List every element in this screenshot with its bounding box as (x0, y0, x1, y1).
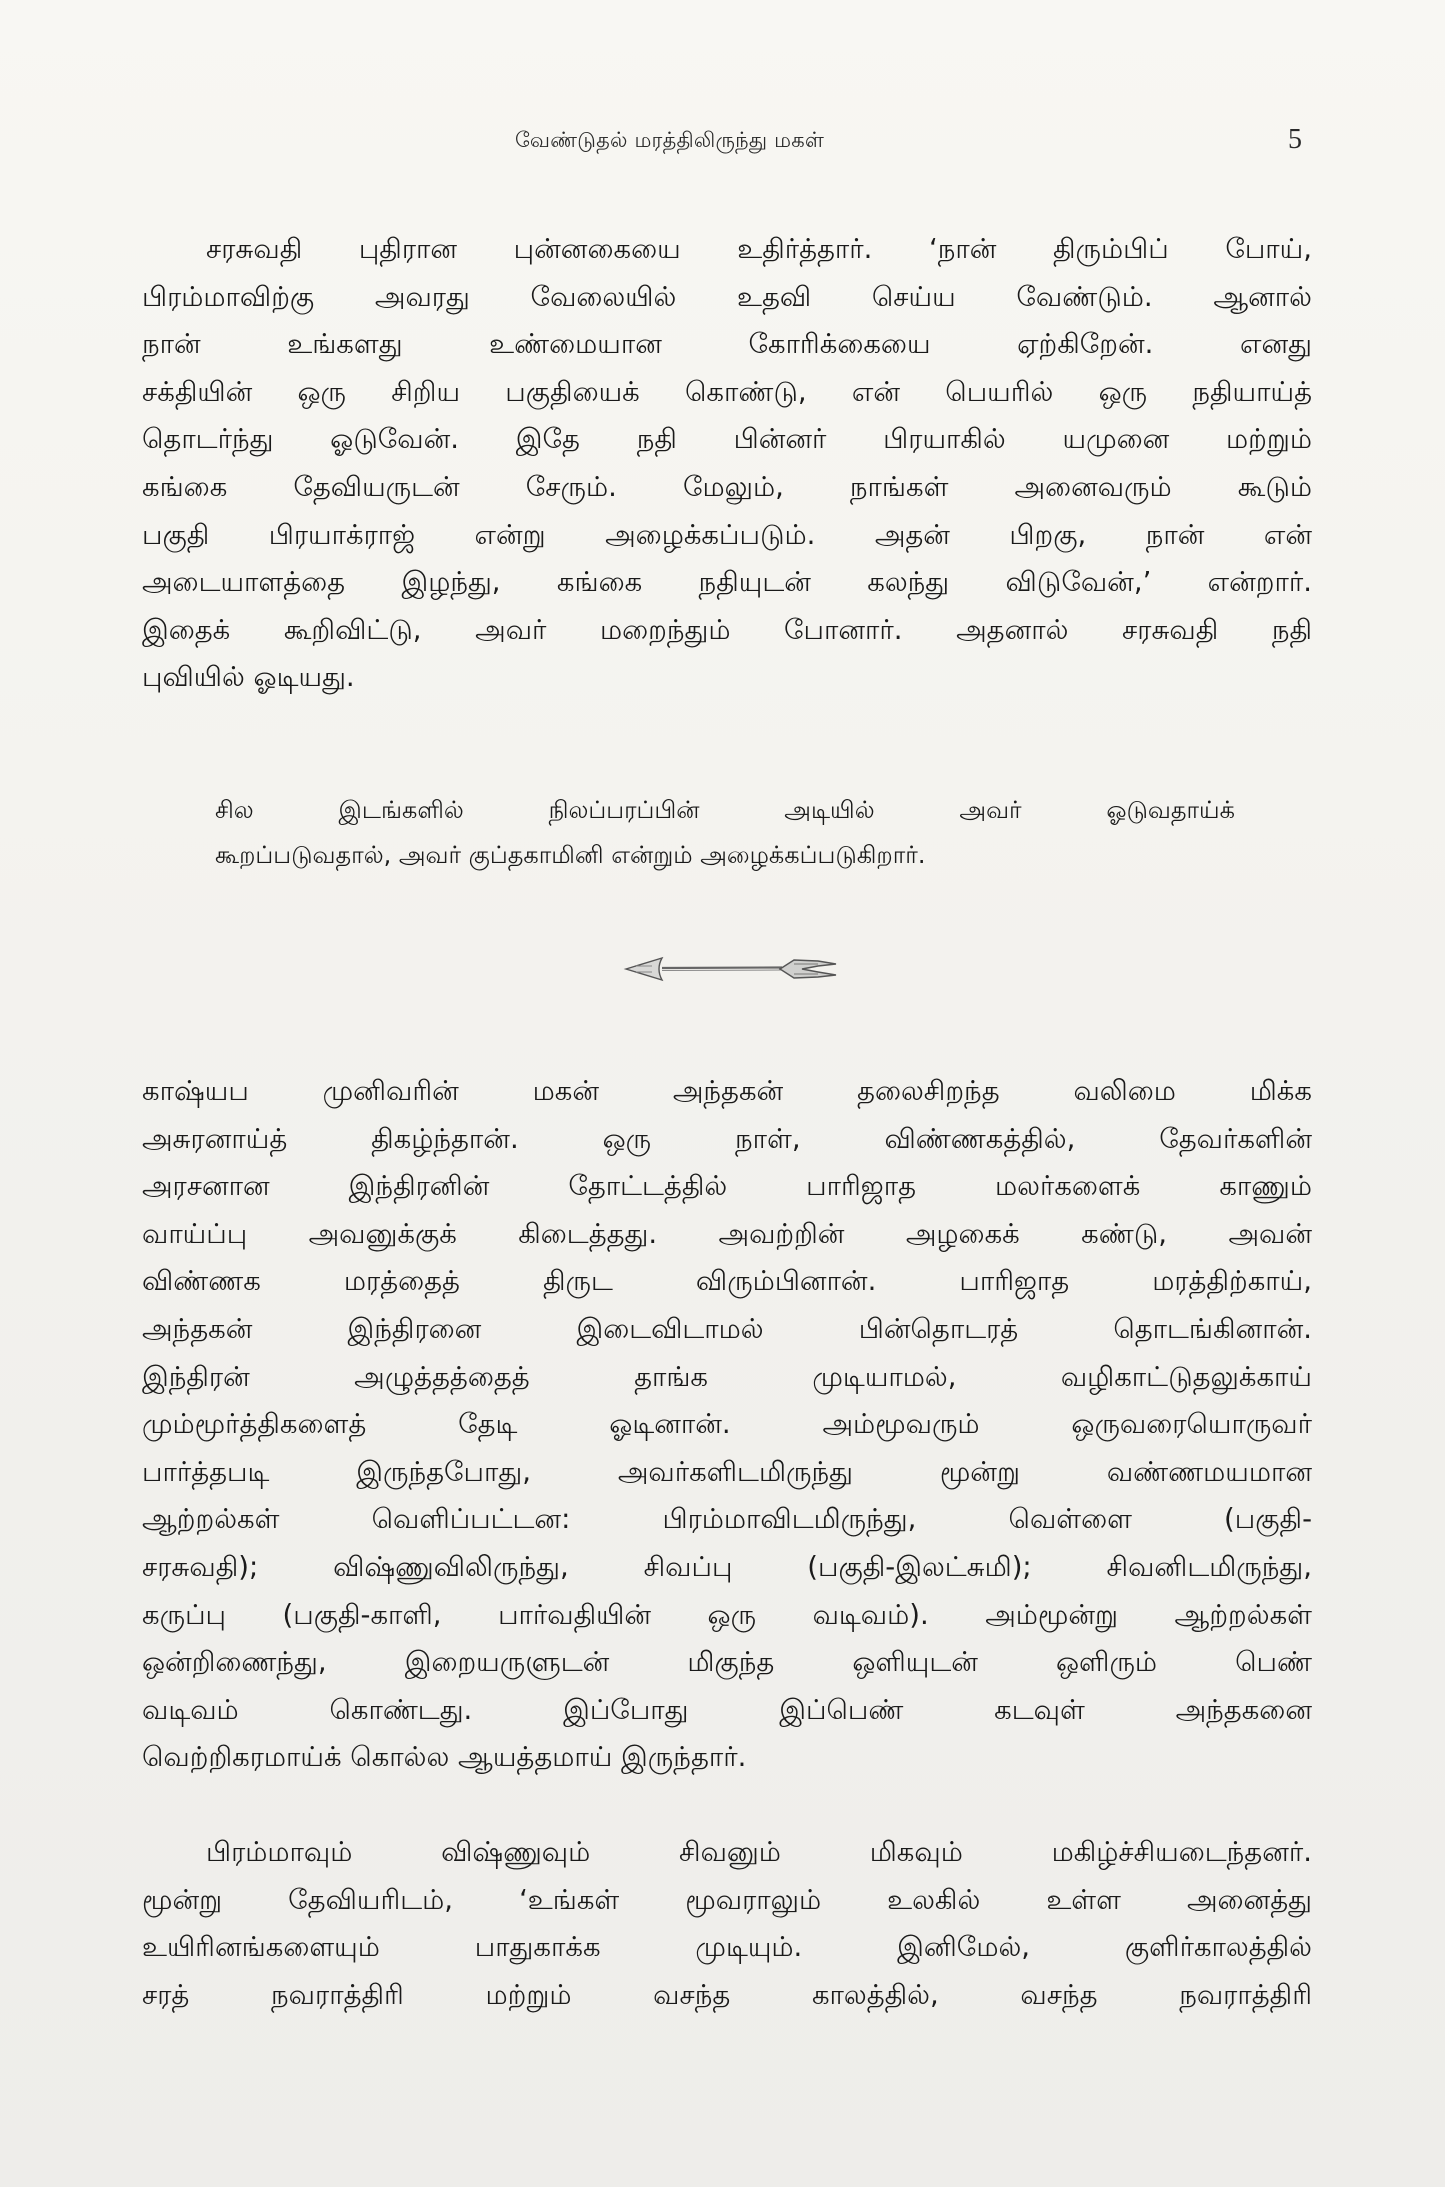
text-line: பகுதி பிரயாக்ராஜ் என்று அழைக்கப்படும். அதன் பிறகு, நான் என் (142, 518, 1312, 551)
text-line: வெற்றிகரமாய்க் கொல்ல ஆயத்தமாய் இருந்தார். (142, 1741, 747, 1774)
text-line: அசுரனாய்த் திகழ்ந்தான். ஒரு நாள், விண்ணகத்தில், தேவர்களின் (142, 1122, 1312, 1155)
note-line: சில இடங்களில் நிலப்பரப்பின் அடியில் அவர் ஓடுவதாய்க் (215, 796, 1235, 824)
text-line: தொடர்ந்து ஓடுவேன். இதே நதி பின்னர் பிரயாகில் யமுனை மற்றும் (142, 423, 1312, 456)
text-line: உயிரினங்களையும் பாதுகாக்க முடியும். இனிமேல், குளிர்காலத்தில் (142, 1931, 1312, 1964)
text-line: காஷ்யப முனிவரின் மகன் அந்தகன் தலைசிறந்த வலிமை மிக்க (142, 1075, 1312, 1107)
text-line: விண்ணக மரத்தைத் திருட விரும்பினான். பாரிஜாத மரத்திற்காய், (142, 1265, 1312, 1298)
text-line: சரசுவதி); விஷ்ணுவிலிருந்து, சிவப்பு (பகுதி-இலட்சுமி); சிவனிடமிருந்து, (142, 1550, 1312, 1583)
text-line: மும்மூர்த்திகளைத் தேடி ஓடினான். அம்மூவரும் ஒருவரையொருவர் (142, 1408, 1312, 1441)
text-line: அடையாளத்தை இழந்து, கங்கை நதியுடன் கலந்து விடுவேன்,’ என்றார். (142, 566, 1312, 599)
page-number: 5 (1288, 124, 1302, 155)
text-line: சரசுவதி புதிரான புன்னகையை உதிர்த்தார். ‘நான் திரும்பிப் போய், (206, 233, 1312, 265)
text-line: ஒன்றிணைந்து, இறையருளுடன் மிகுந்த ஒளியுடன் ஒளிரும் பெண் (142, 1646, 1312, 1679)
paragraph-trimurti-blessing (142, 1829, 1312, 2019)
text-line: அரசனான இந்திரனின் தோட்டத்தில் பாரிஜாத மலர்களைக் காணும் (142, 1170, 1312, 1203)
text-line: கங்கை தேவியருடன் சேரும். மேலும், நாங்கள் அனைவரும் கூடும் (142, 470, 1312, 503)
text-line: சரத் நவராத்திரி மற்றும் வசந்த காலத்தில், வசந்த நவராத்திரி (142, 1978, 1312, 2011)
running-title: வேண்டுதல் மரத்திலிருந்து மகள் (515, 128, 824, 152)
arrow-ornament-icon (622, 952, 838, 986)
text-line: மூன்று தேவியரிடம், ‘உங்கள் மூவராலும் உலகில் உள்ள அனைத்து (142, 1883, 1312, 1916)
text-line: பிரம்மாவும் விஷ்ணுவும் சிவனும் மிகவும் மகிழ்ச்சியடைந்தனர். (206, 1836, 1312, 1868)
paragraph-andhaka-story (142, 1068, 1312, 1782)
text-line: பிரம்மாவிற்கு அவரது வேலையில் உதவி செய்ய வேண்டும். ஆனால் (142, 280, 1312, 313)
text-line: ஆற்றல்கள் வெளிப்பட்டன: பிரம்மாவிடமிருந்து, வெள்ளை (பகுதி- (142, 1503, 1312, 1536)
paragraph-saraswati-promise (142, 226, 1312, 702)
text-line: வடிவம் கொண்டது. இப்போது இப்பெண் கடவுள் அந்தகனை (142, 1693, 1312, 1726)
note-line: கூறப்படுவதால், அவர் குப்தகாமினி என்றும் அழைக்கப்படுகிறார். (215, 841, 926, 869)
text-line: நான் உங்களது உண்மையான கோரிக்கையை ஏற்கிறேன். எனது (142, 328, 1312, 361)
text-line: புவியில் ஓடியது. (142, 661, 355, 694)
note-guptagamini (215, 788, 1235, 878)
text-line: இந்திரன் அழுத்தத்தைத் தாங்க முடியாமல், வழிகாட்டுதலுக்காய் (142, 1360, 1312, 1393)
text-line: பார்த்தபடி இருந்தபோது, அவர்களிடமிருந்து மூன்று வண்ணமயமான (142, 1455, 1312, 1488)
text-line: அந்தகன் இந்திரனை இடைவிடாமல் பின்தொடரத் தொடங்கினான். (142, 1312, 1312, 1345)
text-line: இதைக் கூறிவிட்டு, அவர் மறைந்தும் போனார். அதனால் சரசுவதி நதி (142, 613, 1312, 646)
text-line: கருப்பு (பகுதி-காளி, பார்வதியின் ஒரு வடிவம்). அம்மூன்று ஆற்றல்கள் (142, 1598, 1312, 1631)
text-line: சக்தியின் ஒரு சிறிய பகுதியைக் கொண்டு, என் பெயரில் ஒரு நதியாய்த் (142, 375, 1312, 408)
text-line: வாய்ப்பு அவனுக்குக் கிடைத்தது. அவற்றின் அழகைக் கண்டு, அவன் (142, 1217, 1312, 1250)
